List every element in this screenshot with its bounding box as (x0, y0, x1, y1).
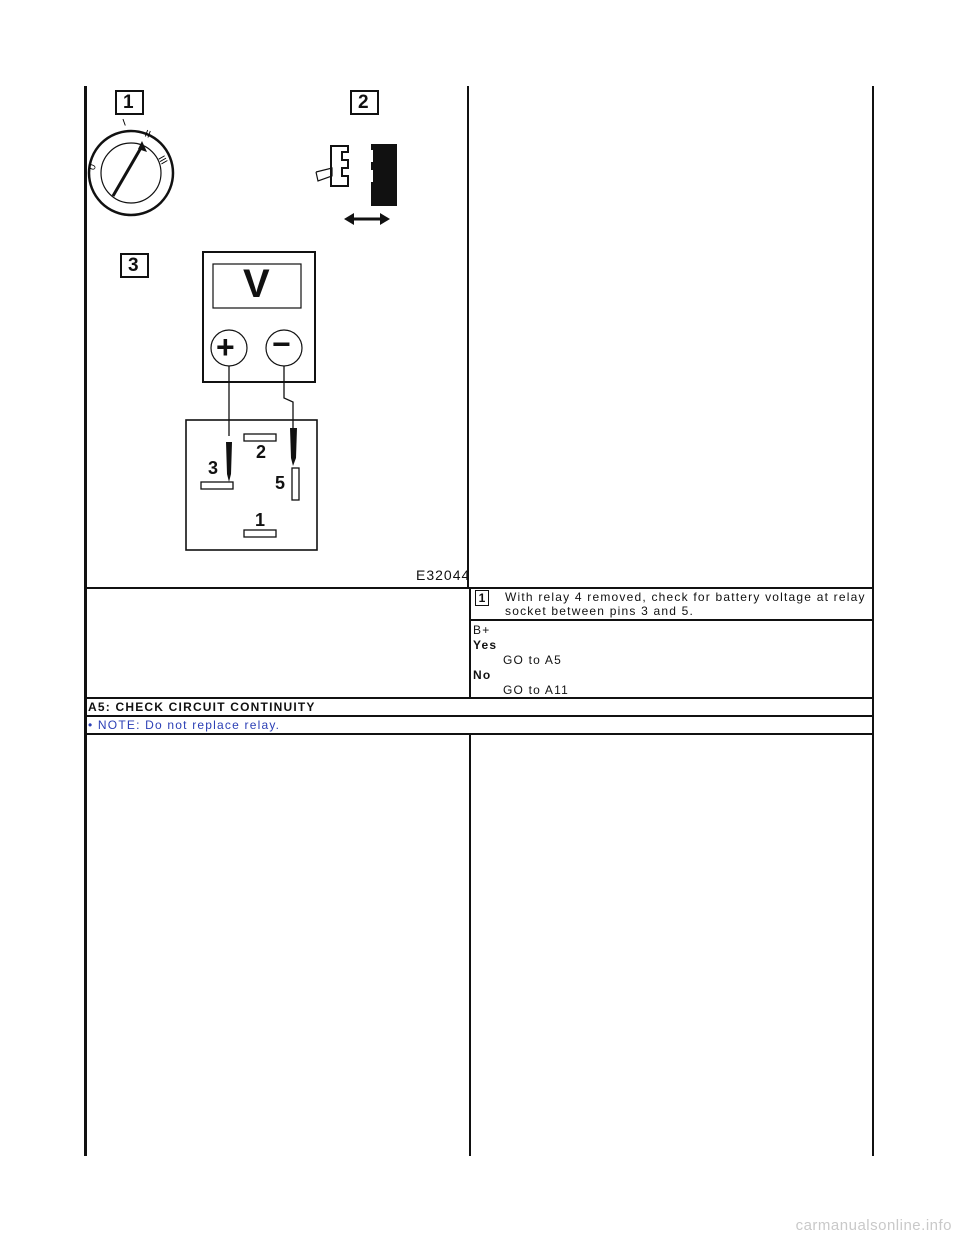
result-no-action[interactable]: GO to A11 (503, 683, 569, 697)
meter-label: V (243, 262, 270, 306)
pin-label-2: 2 (256, 442, 267, 462)
row1-bottom (84, 587, 874, 589)
pin-label-1: 1 (255, 510, 266, 530)
step-bottom (469, 619, 874, 621)
right-border (872, 86, 874, 1156)
row1-divider (467, 86, 469, 588)
section-title: A5: CHECK CIRCUIT CONTINUITY (88, 700, 316, 714)
result-no-label: No (473, 668, 492, 682)
result-condition: B+ (473, 623, 491, 637)
svg-text:0: 0 (86, 162, 100, 172)
note-bottom (84, 733, 874, 735)
svg-text:II: II (142, 128, 152, 141)
pin-label-3: 3 (208, 458, 219, 478)
bottom-divider (469, 734, 471, 1156)
watermark: carmanualsonline.info (795, 1217, 952, 1234)
step1-text-line2: socket between pins 3 and 5. (505, 604, 695, 618)
row2-divider (469, 588, 471, 698)
pin-label-5: 5 (275, 473, 286, 493)
step1-text-line1: With relay 4 removed, check for battery voltage at relay (505, 590, 866, 604)
section-bottom (84, 715, 874, 717)
relay-socket-icon (186, 420, 317, 550)
step-number-box: 1 (475, 590, 489, 606)
svg-text:III: III (155, 154, 170, 167)
connector-icon (316, 144, 397, 225)
meter-minus: − (272, 326, 291, 362)
callout-1: 1 (123, 92, 134, 113)
callout-3: 3 (128, 255, 139, 276)
result-yes-label: Yes (473, 638, 498, 652)
figure-id: E32044 (416, 567, 471, 583)
wiring-diagram (86, 86, 471, 586)
note-text: • NOTE: Do not replace relay. (88, 718, 281, 732)
result-yes-action[interactable]: GO to A5 (503, 653, 562, 667)
meter-plus: + (216, 329, 235, 365)
callout-2: 2 (358, 92, 369, 113)
result-bottom (84, 697, 874, 699)
svg-text:I: I (121, 117, 128, 129)
